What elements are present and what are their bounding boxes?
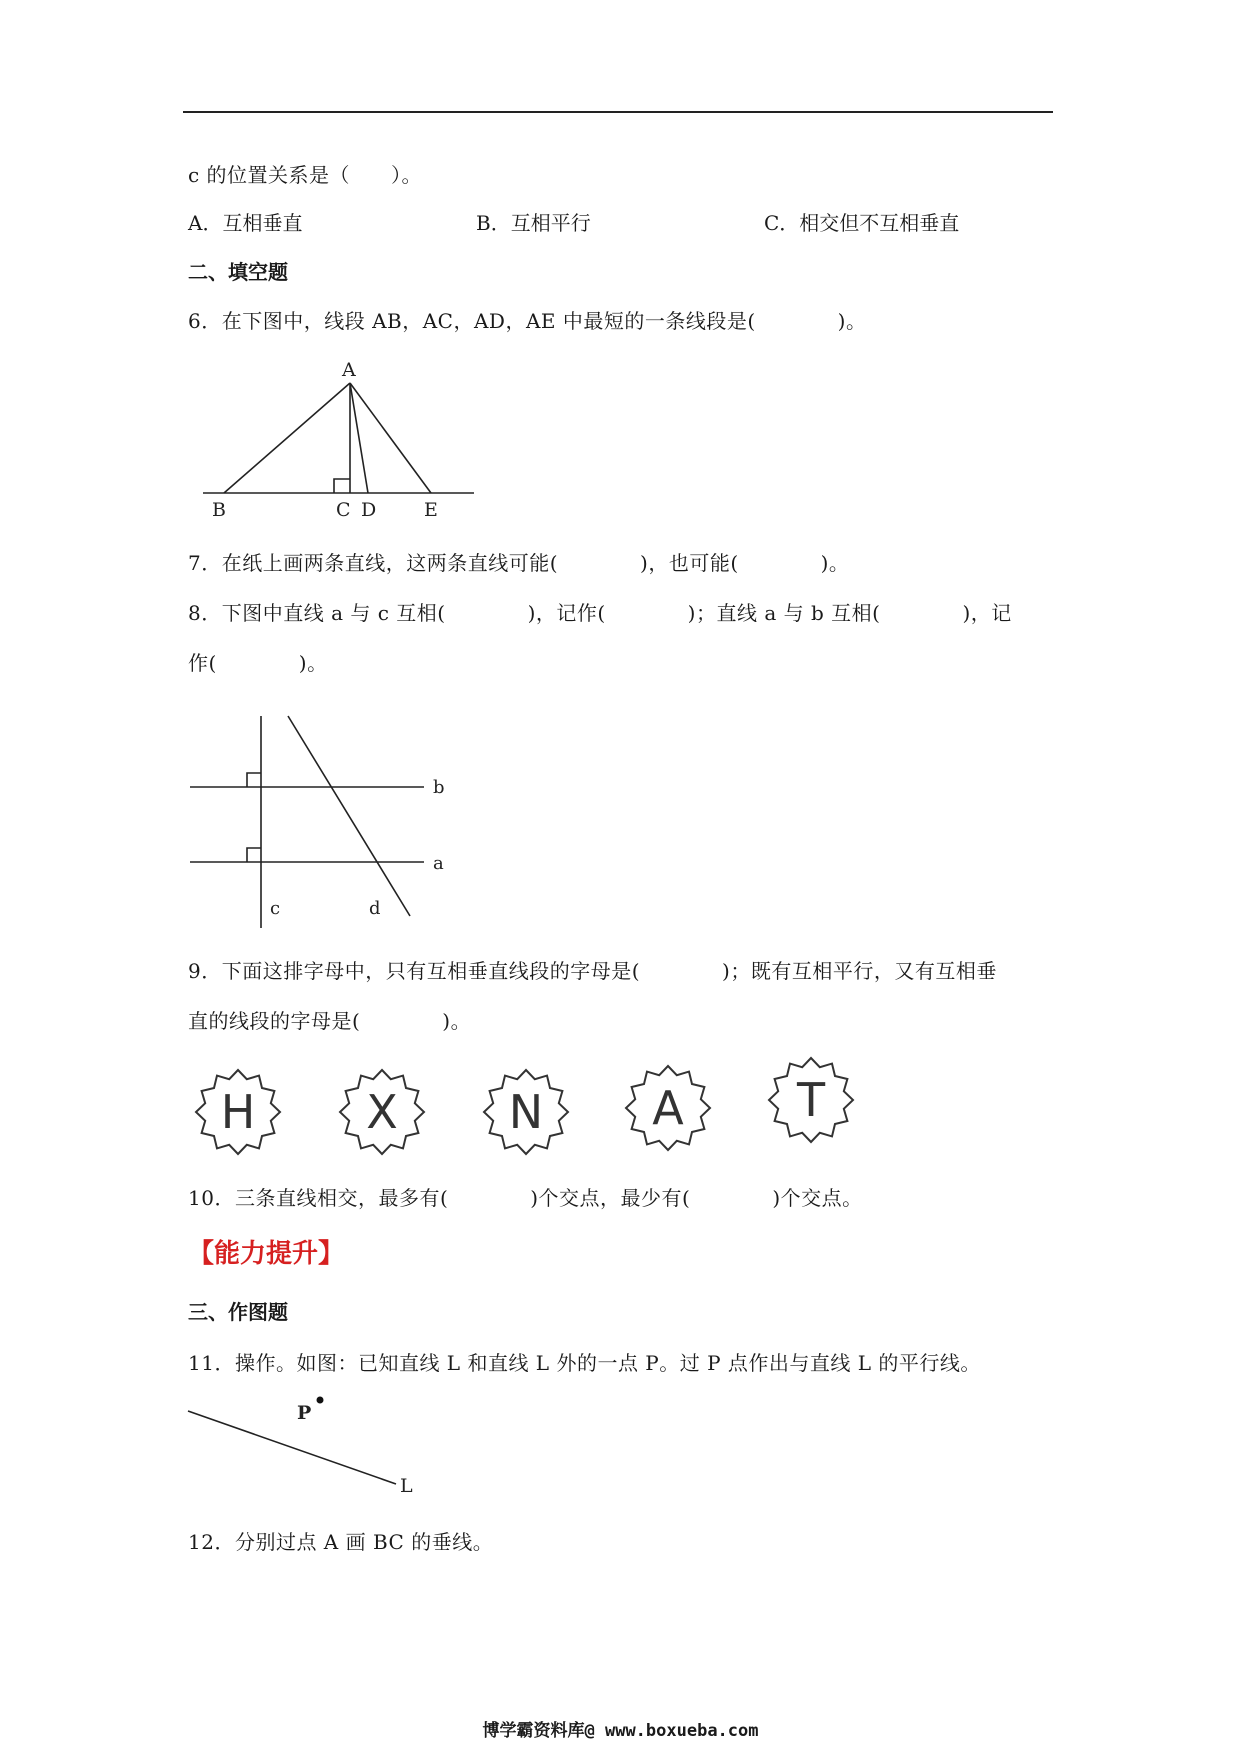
label-d: D [361, 499, 377, 521]
badge-h-letter: H [220, 1085, 256, 1139]
q9-line2: 直的线段的字母是( )。 [188, 1009, 472, 1033]
section-drawing: 三、作图题 [188, 1300, 288, 1324]
q12-text: 12．分别过点 A 画 BC 的垂线。 [188, 1530, 494, 1554]
q5-tail: c 的位置关系是（ ）。 [188, 163, 423, 187]
badge-x-letter: X [366, 1085, 398, 1139]
label-c: C [336, 499, 351, 521]
q6-text: 6．在下图中，线段 AB，AC，AD，AE 中最短的一条线段是( )。 [188, 309, 867, 333]
badge-t-letter: T [796, 1073, 826, 1127]
q11-text: 11．操作。如图：已知直线 L 和直线 L 外的一点 P。过 P 点作出与直线 L 的平行线。 [188, 1351, 981, 1375]
ability-heading: 【能力提升】 [188, 1239, 345, 1269]
label-l: L [400, 1475, 413, 1497]
q5-option-a: A．互相垂直 [188, 211, 303, 235]
q8-line2: 作( )。 [188, 651, 328, 675]
q10-text: 10．三条直线相交，最多有( )个交点，最少有( )个交点。 [188, 1186, 863, 1210]
footer-watermark: 博学霸资料库@ www.boxueba.com [482, 1721, 759, 1741]
label-b: b [433, 777, 445, 798]
q7-text: 7．在纸上画两条直线，这两条直线可能( )，也可能( )。 [188, 551, 850, 575]
point-p [317, 1397, 324, 1404]
section-fill-in-blanks: 二、填空题 [188, 260, 288, 284]
line-l [188, 1411, 396, 1484]
label-e: E [424, 499, 438, 521]
badge-n-letter: N [508, 1085, 544, 1139]
label-d: d [369, 898, 381, 919]
label-c: c [270, 898, 281, 919]
q5-option-c: C．相交但不互相垂直 [764, 211, 960, 235]
label-b: B [212, 499, 226, 521]
label-p: P [297, 1402, 312, 1424]
q8-line1: 8．下图中直线 a 与 c 互相( )，记作( )；直线 a 与 b 互相( )，记 [188, 601, 1012, 625]
label-a: a [433, 853, 444, 874]
q5-option-b: B．互相平行 [476, 211, 591, 235]
badge-a-letter: A [652, 1081, 684, 1135]
label-a: A [342, 359, 356, 381]
q9-line1: 9．下面这排字母中，只有互相垂直线段的字母是( )；既有互相平行，又有互相垂 [188, 959, 997, 983]
